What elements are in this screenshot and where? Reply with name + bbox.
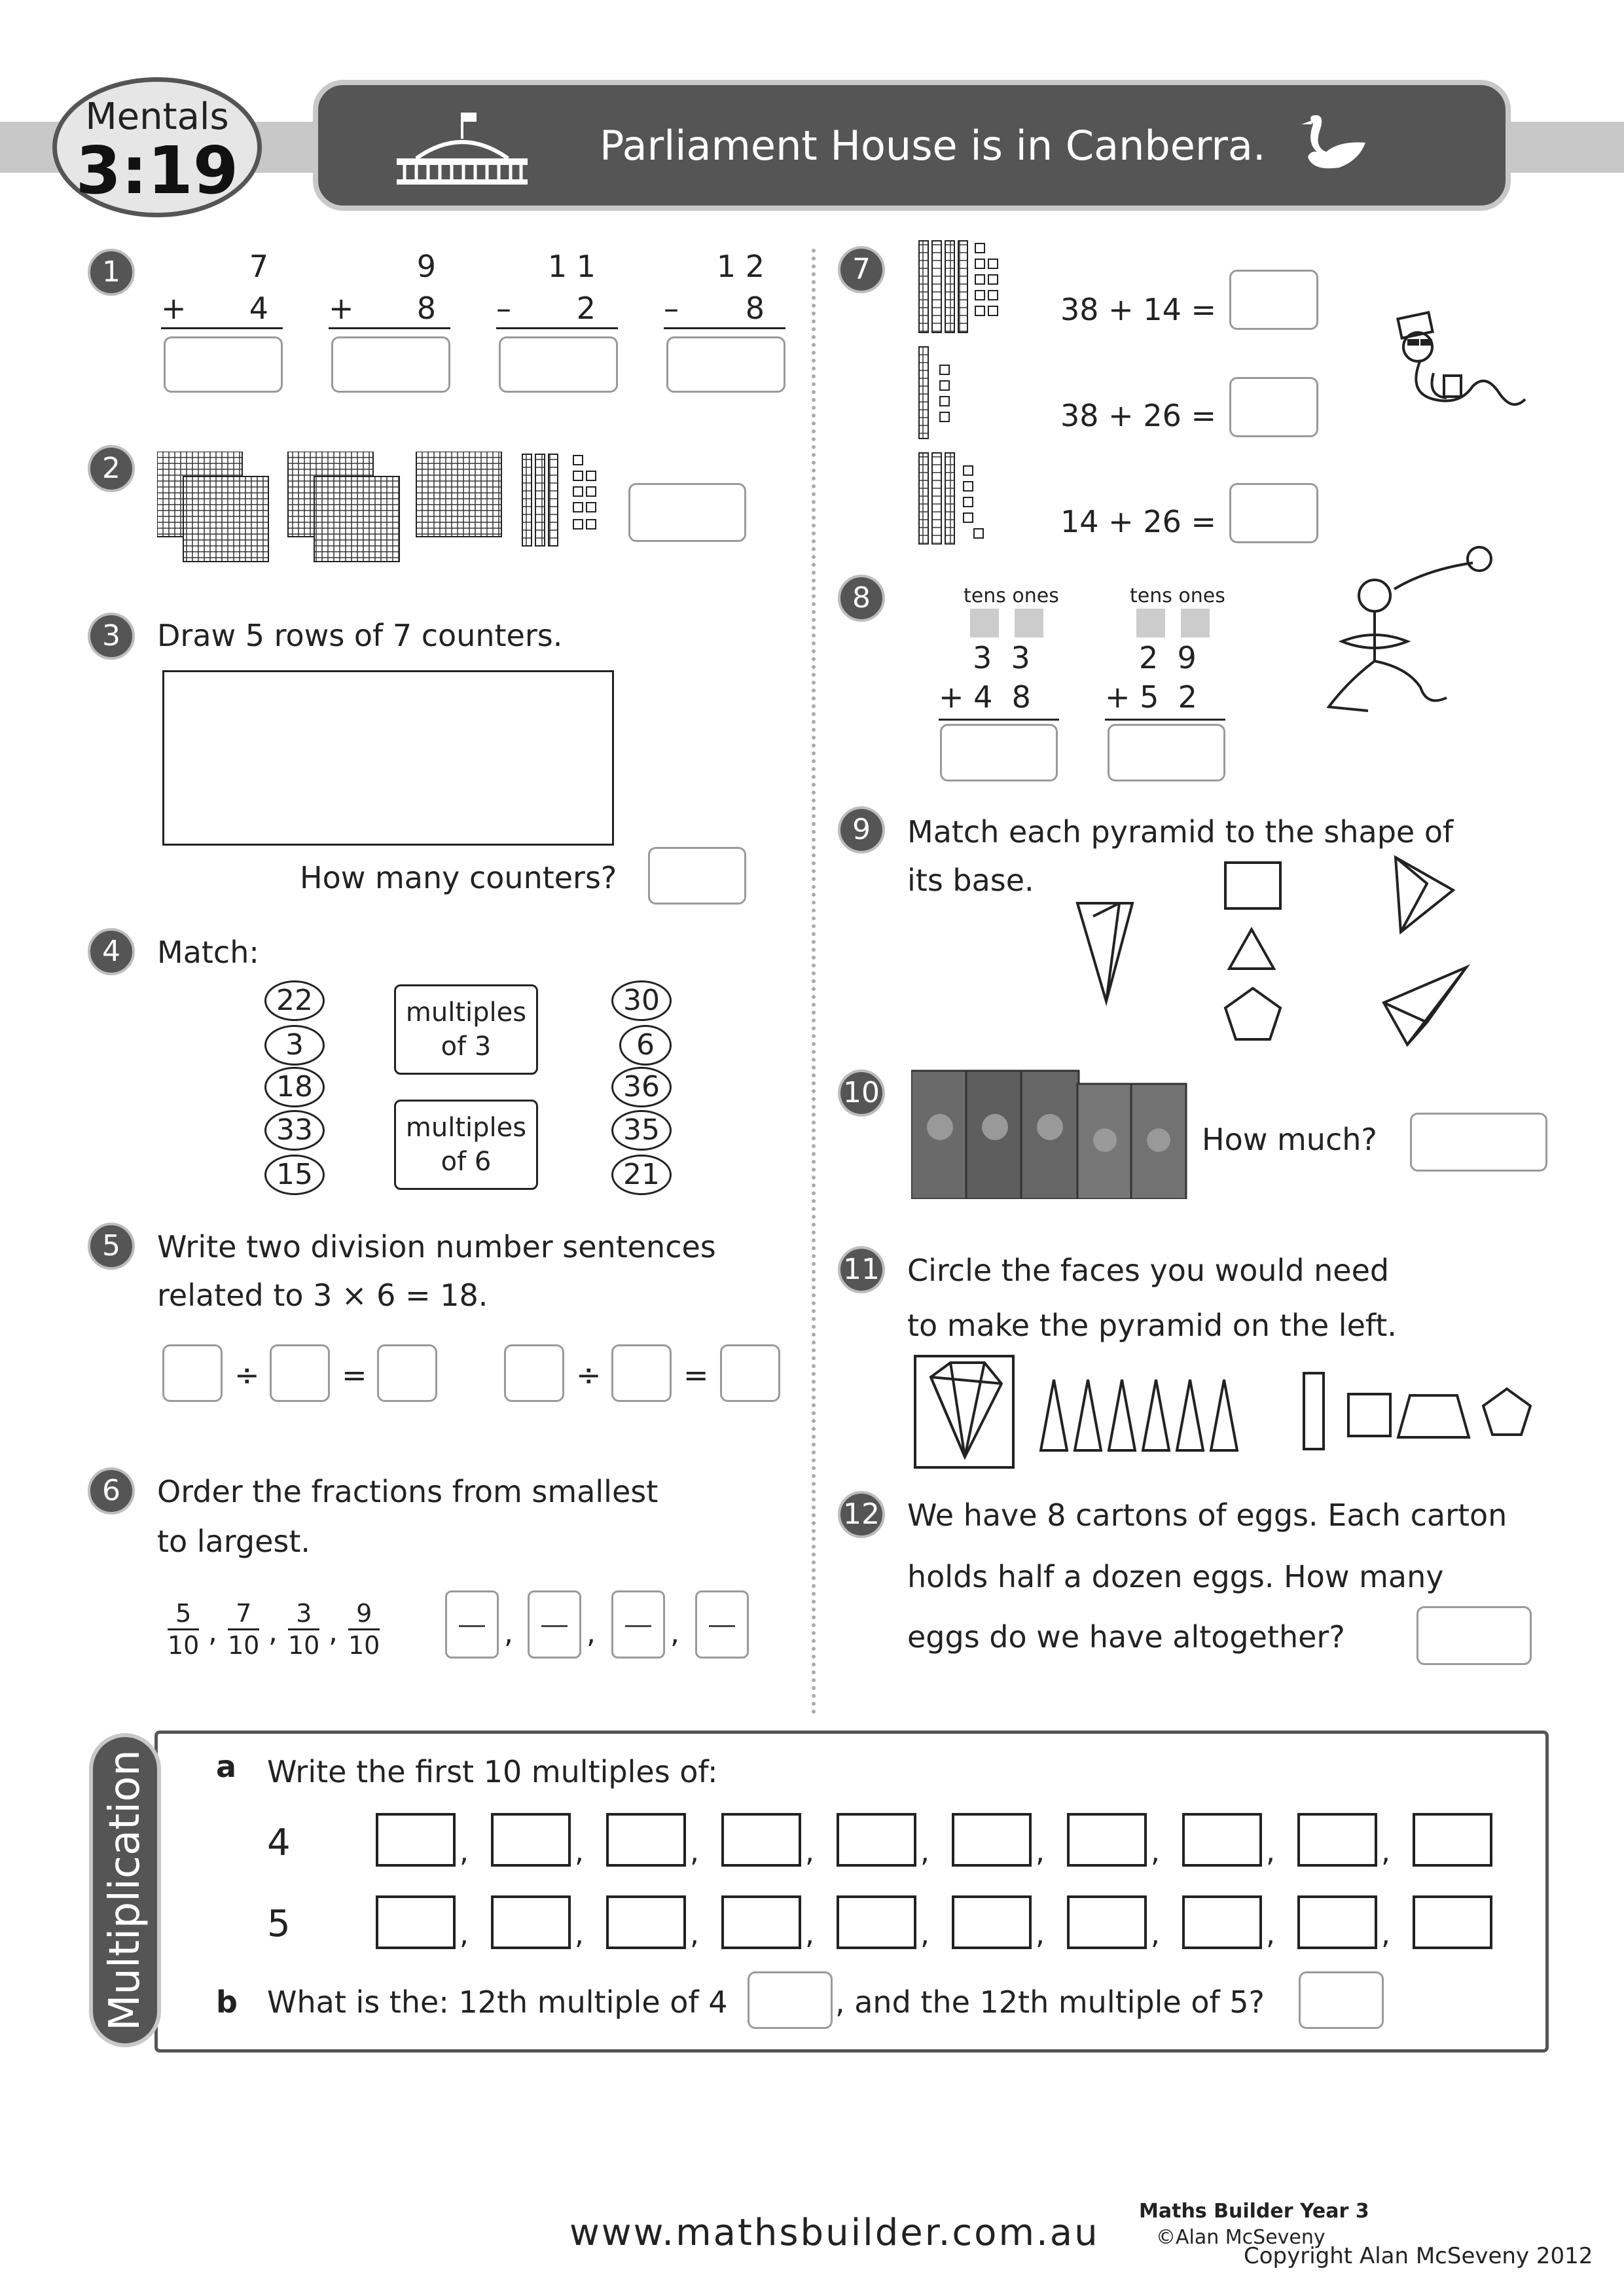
q4-right-number[interactable]: 35	[611, 1110, 672, 1151]
banknotes-image	[911, 1068, 1193, 1199]
multiplication-side-tab	[89, 1733, 161, 2047]
footer-author: ©Alan McSeveny	[1156, 2226, 1326, 2249]
badge-number: 3:19	[75, 132, 239, 209]
q4-box1-line2: of 3	[441, 1031, 492, 1062]
q1-answer-4[interactable]	[666, 336, 785, 393]
q4-left-number[interactable]: 33	[264, 1110, 325, 1151]
multiple-answer-box[interactable]	[1182, 1895, 1262, 1949]
q1-sum1-bottom: 4	[249, 291, 268, 326]
q8-place-header: tens ones	[1130, 584, 1225, 607]
q6-line1: Order the fractions from smallest	[157, 1474, 659, 1509]
q4-left-number[interactable]: 3	[264, 1025, 325, 1066]
fraction-numerator: 7	[228, 1601, 259, 1630]
q12-line1: We have 8 cartons of eggs. Each carton	[907, 1498, 1507, 1533]
multiple-separator: ,	[920, 1835, 929, 1869]
q5-line1: Write two division number sentences	[157, 1229, 716, 1265]
multiple-answer-box[interactable]	[376, 1813, 456, 1867]
multiple-separator: ,	[920, 1918, 929, 1951]
multiple-separator: ,	[1036, 1918, 1045, 1951]
q6-comma: ,	[586, 1617, 596, 1650]
multiple-separator: ,	[1381, 1835, 1390, 1869]
multiple-answer-box[interactable]	[837, 1895, 916, 1949]
q11-line2: to make the pyramid on the left.	[907, 1308, 1397, 1343]
q5-blank[interactable]	[377, 1344, 437, 1402]
fraction-denominator: 10	[168, 1631, 200, 1660]
q4-box2-line1: multiples	[405, 1113, 527, 1143]
q5-divide-sign: ÷	[576, 1357, 602, 1393]
q1-answer-2[interactable]	[331, 336, 450, 393]
q1-answer-1[interactable]	[164, 336, 283, 393]
column-divider	[812, 249, 816, 1715]
q4-box2-line2: of 6	[441, 1147, 492, 1177]
multiple-answer-box[interactable]	[606, 1895, 686, 1949]
fraction-numerator: 5	[168, 1601, 199, 1630]
q9-shapes-image	[1060, 851, 1479, 1067]
q6-line2: to largest.	[157, 1524, 310, 1559]
q8-answer-1[interactable]	[940, 724, 1058, 781]
q6-fraction-blank[interactable]	[695, 1590, 749, 1659]
row-5-label: 5	[267, 1903, 291, 1945]
footer-url: www.mathsbuilder.com.au	[569, 2212, 1100, 2254]
q5-divide-sign: ÷	[234, 1357, 260, 1393]
question-number-9: 9	[838, 806, 885, 853]
q6-comma: ,	[504, 1617, 513, 1650]
multiple-answer-box[interactable]	[1413, 1813, 1492, 1867]
q7-equation: 14 + 26 =	[1060, 504, 1217, 539]
part-b-text-1: What is the: 12th multiple of 4	[267, 1984, 728, 2020]
multiple-answer-box[interactable]	[491, 1813, 571, 1867]
q5-equals-sign: =	[342, 1357, 367, 1393]
swan-icon	[1293, 111, 1379, 183]
fraction-denominator: 10	[348, 1631, 380, 1660]
q4-left-number[interactable]: 22	[264, 980, 325, 1021]
multiple-separator: ,	[1381, 1918, 1390, 1951]
part-b-text-2: , and the 12th multiple of 5?	[835, 1984, 1265, 2020]
question-number-12: 12	[838, 1491, 885, 1538]
multiple-answer-box[interactable]	[721, 1895, 801, 1949]
fraction-numerator: 3	[288, 1601, 319, 1630]
q3-drawing-area[interactable]	[162, 670, 614, 846]
worm-cartoon-icon	[1381, 308, 1532, 425]
q1-sum2-top: 9	[416, 249, 436, 284]
q6-fraction	[348, 1601, 380, 1658]
q5-blank[interactable]	[611, 1344, 672, 1402]
q1-answer-3[interactable]	[499, 336, 618, 393]
q10-question: How much?	[1202, 1122, 1377, 1157]
question-number-10: 10	[838, 1069, 885, 1117]
q6-fraction	[168, 1601, 199, 1658]
multiple-separator: ,	[460, 1918, 469, 1951]
q8-ones-marker	[1181, 609, 1210, 637]
q7-equation: 38 + 26 =	[1060, 398, 1217, 433]
q8-sum2-bottom: + 5 2	[1105, 679, 1197, 715]
question-number-7: 7	[838, 246, 885, 293]
q5-line2: related to 3 × 6 = 18.	[157, 1278, 488, 1313]
banner-title: Parliament House is in Canberra.	[600, 122, 1266, 170]
q4-right-number[interactable]: 6	[619, 1025, 672, 1066]
multiple-answer-box[interactable]	[606, 1813, 686, 1867]
q1-sum4-line	[664, 327, 785, 329]
multiple-answer-box[interactable]	[1297, 1895, 1377, 1949]
q1-sum1-top: 7	[249, 249, 268, 284]
multiple-separator: ,	[575, 1918, 584, 1951]
question-number-3: 3	[88, 613, 135, 660]
q12-line2: holds half a dozen eggs. How many	[907, 1559, 1444, 1594]
q6-fraction-blank[interactable]	[528, 1590, 581, 1659]
footer-book: Maths Builder Year 3	[1139, 2200, 1369, 2223]
multiple-separator: ,	[805, 1918, 814, 1951]
q6-fraction-blank[interactable]	[445, 1590, 499, 1659]
q1-sum4-bottom: 8	[745, 291, 765, 326]
multiple-answer-box[interactable]	[952, 1813, 1032, 1867]
q5-blank[interactable]	[162, 1344, 223, 1402]
q6-comma: ,	[268, 1615, 278, 1649]
q7-answer[interactable]	[1229, 483, 1318, 543]
q1-sum2-op: +	[329, 291, 354, 326]
12th-multiple-of-5-answer[interactable]	[1299, 1971, 1384, 2029]
q1-sum3-top: 1 1	[547, 249, 596, 284]
parliament-house-icon	[390, 106, 534, 191]
multiple-separator: ,	[1151, 1918, 1160, 1951]
multiple-separator: ,	[690, 1918, 699, 1951]
q3-instruction: Draw 5 rows of 7 counters.	[157, 618, 563, 653]
q6-comma: ,	[329, 1615, 338, 1649]
q8-ones-marker	[1015, 609, 1043, 637]
q7-equation: 38 + 14 =	[1060, 292, 1217, 327]
q1-sum2-bottom: 8	[416, 291, 436, 326]
q5-blank[interactable]	[270, 1344, 330, 1402]
badge-top: Mentals	[85, 96, 229, 138]
q4-multiples-of-3-box[interactable]	[394, 984, 538, 1075]
fraction-denominator: 10	[288, 1631, 320, 1660]
q1-sum1-line	[161, 327, 283, 329]
q8-tens-marker	[1136, 609, 1165, 637]
q6-comma: ,	[670, 1617, 679, 1650]
q9-line2: its base.	[907, 863, 1034, 898]
q8-sum1-top: 3 3	[973, 640, 1030, 675]
footer-copyright: Copyright Alan McSeveny 2012	[1244, 2243, 1593, 2269]
multiple-separator: ,	[460, 1835, 469, 1869]
q5-blank[interactable]	[720, 1344, 780, 1402]
q12-line3: eggs do we have altogether?	[907, 1619, 1345, 1655]
base-ten-blocks-image	[157, 452, 602, 569]
q4-right-number[interactable]: 21	[611, 1155, 672, 1195]
q4-left-number[interactable]: 15	[264, 1155, 325, 1195]
q7-answer[interactable]	[1229, 270, 1318, 330]
12th-multiple-of-4-answer[interactable]	[748, 1971, 833, 2029]
multiple-separator: ,	[1036, 1835, 1045, 1869]
multiple-answer-box[interactable]	[1297, 1813, 1377, 1867]
multiple-separator: ,	[805, 1835, 814, 1869]
fraction-numerator: 9	[348, 1601, 380, 1630]
multiple-answer-box[interactable]	[1413, 1895, 1492, 1949]
question-number-5: 5	[88, 1223, 135, 1270]
q6-fraction	[228, 1601, 259, 1658]
q1-sum1-op: +	[161, 291, 187, 326]
q10-answer[interactable]	[1410, 1113, 1547, 1172]
multiple-answer-box[interactable]	[376, 1895, 456, 1949]
q1-sum2-line	[329, 327, 450, 329]
q4-right-number[interactable]: 36	[611, 1067, 672, 1107]
question-number-2: 2	[88, 445, 135, 492]
q1-sum3-op: –	[496, 291, 511, 326]
part-b-label: b	[216, 1984, 238, 2020]
multiple-answer-box[interactable]	[837, 1813, 916, 1867]
q11-line1: Circle the faces you would need	[907, 1253, 1390, 1288]
fraction-denominator: 10	[228, 1631, 260, 1660]
part-a-text: Write the first 10 multiples of:	[267, 1754, 718, 1789]
q8-place-header: tens ones	[964, 584, 1059, 607]
q5-equals-sign: =	[683, 1357, 709, 1393]
dancing-worm-cartoon-icon	[1322, 543, 1499, 720]
q1-sum3-line	[496, 327, 618, 329]
q6-fraction	[288, 1601, 319, 1658]
q8-sum1-bottom: + 4 8	[939, 679, 1031, 715]
row-4-label: 4	[267, 1821, 291, 1864]
q8-tens-marker	[970, 609, 999, 637]
multiple-separator: ,	[1266, 1918, 1275, 1951]
multiple-answer-box[interactable]	[1067, 1895, 1147, 1949]
q8-sum2-top: 2 9	[1139, 640, 1197, 675]
multiple-separator: ,	[690, 1835, 699, 1869]
question-number-1: 1	[88, 249, 135, 296]
title-banner	[313, 80, 1511, 211]
q1-sum4-top: 1 2	[716, 249, 765, 284]
part-a-label: a	[216, 1749, 237, 1784]
q12-answer[interactable]	[1416, 1606, 1532, 1665]
q4-right-number[interactable]: 30	[611, 980, 672, 1021]
q1-sum3-bottom: 2	[576, 291, 596, 326]
q6-fraction-blank[interactable]	[611, 1590, 665, 1659]
multiple-answer-box[interactable]	[491, 1895, 571, 1949]
q5-blank[interactable]	[504, 1344, 564, 1402]
multiple-answer-box[interactable]	[952, 1895, 1032, 1949]
multiple-answer-box[interactable]	[1182, 1813, 1262, 1867]
multiple-answer-box[interactable]	[1067, 1813, 1147, 1867]
q8-sum2-line	[1105, 719, 1225, 721]
q11-faces-image	[911, 1354, 1540, 1471]
q4-box1-line1: multiples	[405, 997, 527, 1028]
q2-answer[interactable]	[628, 483, 746, 542]
question-number-11: 11	[838, 1246, 885, 1293]
q9-line1: Match each pyramid to the shape of	[907, 814, 1454, 850]
q6-comma: ,	[208, 1615, 217, 1649]
q3-answer[interactable]	[648, 847, 746, 905]
mentals-badge	[52, 77, 262, 217]
question-number-6: 6	[88, 1467, 135, 1515]
multiple-answer-box[interactable]	[721, 1813, 801, 1867]
multiple-separator: ,	[575, 1835, 584, 1869]
multiple-separator: ,	[1151, 1835, 1160, 1869]
question-number-8: 8	[838, 575, 885, 622]
q4-multiples-of-6-box[interactable]	[394, 1100, 538, 1190]
q7-answer[interactable]	[1229, 377, 1318, 437]
q3-question: How many counters?	[300, 860, 617, 895]
multiple-separator: ,	[1266, 1835, 1275, 1869]
q8-answer-2[interactable]	[1108, 724, 1225, 781]
q4-label: Match:	[157, 935, 259, 970]
question-number-4: 4	[88, 928, 135, 975]
q1-sum4-op: –	[664, 291, 679, 326]
q7-blocks-image	[914, 237, 1012, 545]
multiplication-side-label: Multiplication	[101, 1749, 149, 2031]
q4-left-number[interactable]: 18	[264, 1067, 325, 1107]
q8-sum1-line	[939, 719, 1059, 721]
